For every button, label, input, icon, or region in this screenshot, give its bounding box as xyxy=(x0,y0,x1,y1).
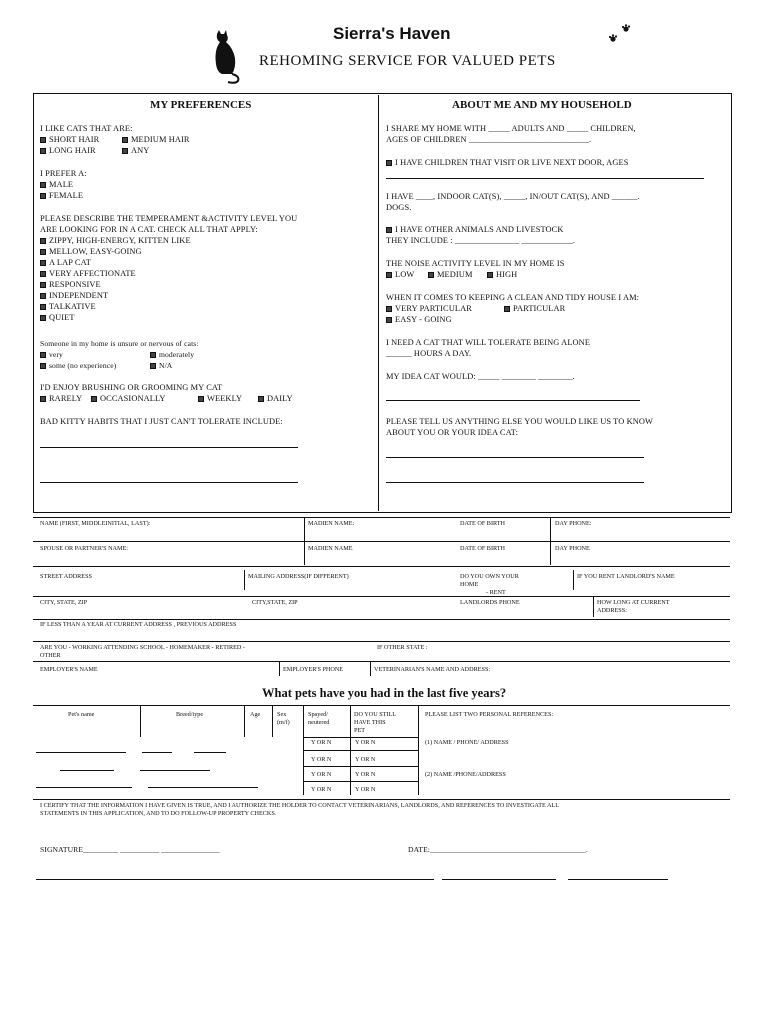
employer-label: EMPLOYER'S NAME xyxy=(40,666,98,673)
landlord-name-label: IF YOU RENT LANDLORD'S NAME xyxy=(577,573,675,580)
age-header: Age xyxy=(250,711,261,718)
tidy-question: WHEN IT COMES TO KEEPING A CLEAN AND TIDY HOUSE I AM: xyxy=(386,293,640,302)
other-animals-field[interactable]: THEY INCLUDE : _______________ ____________. xyxy=(386,236,576,245)
nervous-some-option[interactable]: some (no experience) xyxy=(40,360,116,371)
male-option[interactable]: MALE xyxy=(40,179,73,190)
nervous-na-option[interactable]: N/A xyxy=(150,360,172,371)
how-long-label: HOW LONG AT CURRENT xyxy=(597,599,670,606)
grid-line xyxy=(33,517,730,518)
medium-hair-option[interactable]: MEDIUM HAIR xyxy=(122,134,190,145)
tell-us-question: PLEASE TELL US ANYTHING ELSE YOU WOULD LIKE US TO KNOW xyxy=(386,417,654,426)
temperament-option[interactable]: TALKATIVE xyxy=(40,301,96,312)
tell-us-question-2: ABOUT YOU OR YOUR IDEA CAT: xyxy=(386,428,519,437)
own-home-label-2: HOME xyxy=(460,581,479,588)
grid-line xyxy=(370,662,371,676)
temperament-option[interactable]: INDEPENDENT xyxy=(40,290,108,301)
maiden-name-label: MADIEN NAME: xyxy=(308,520,355,527)
temperament-option[interactable]: MELLOW, EASY-GOING xyxy=(40,246,142,257)
temperament-option[interactable]: A LAP CAT xyxy=(40,257,91,268)
grid-line xyxy=(593,597,594,617)
nervous-moderately-option[interactable]: moderately xyxy=(150,349,194,360)
page-title: Sierra's Haven xyxy=(333,24,451,43)
dogs-label: DOGS. xyxy=(386,203,412,212)
grid-line xyxy=(33,566,730,567)
certify-text-2: STATEMENTS IN THIS APPLICATION, AND TO DO FOLLOW-UP PROPERTY CHECKS. xyxy=(40,810,277,817)
pet-entry-line[interactable] xyxy=(140,770,210,771)
still-have-header: DO YOU STILL xyxy=(354,711,397,718)
share-home-question[interactable]: I SHARE MY HOME WITH _____ ADULTS AND _____ CHILDREN, xyxy=(386,124,636,133)
own-home-label: DO YOU OWN YOUR xyxy=(460,573,519,580)
temperament-option[interactable]: ZIPPY, HIGH-ENERGY, KITTEN LIKE xyxy=(40,235,191,246)
noise-high-option[interactable]: HIGH xyxy=(487,269,517,280)
spouse-dob-label: DATE OF BIRTH xyxy=(460,545,506,552)
grid-line xyxy=(303,737,418,738)
temperament-option[interactable]: RESPONSIVE xyxy=(40,279,101,290)
page-subtitle: REHOMING SERVICE FOR VALUED PETS xyxy=(259,53,556,69)
bottom-line xyxy=(568,879,668,880)
still-have-yorn[interactable]: Y OR N xyxy=(355,771,376,778)
grid-line xyxy=(303,766,418,767)
spouse-label: SPOUSE OR PARTNER'S NAME: xyxy=(40,545,129,552)
noise-low-option[interactable]: LOW xyxy=(386,269,414,280)
daily-option[interactable]: DAILY xyxy=(258,393,293,404)
temperament-option[interactable]: QUIET xyxy=(40,312,75,323)
grid-line xyxy=(33,541,730,542)
grid-line xyxy=(279,662,280,676)
grid-line xyxy=(140,705,141,737)
how-long-label-2: ADDRESS: xyxy=(597,607,627,614)
occasionally-option[interactable]: OCCASIONALLY xyxy=(91,393,166,404)
city-mailing-label: CITY,STATE, ZIP xyxy=(252,599,298,606)
grid-line xyxy=(244,705,245,737)
pet-entry-line[interactable] xyxy=(142,752,172,753)
particular-option[interactable]: PARTICULAR xyxy=(504,303,565,314)
any-hair-option[interactable]: ANY xyxy=(122,145,149,156)
rent-option[interactable]: - RENT xyxy=(486,589,506,596)
breed-header: Breed/type xyxy=(176,711,204,718)
grid-line xyxy=(33,661,730,662)
visiting-children-option[interactable]: I HAVE CHILDREN THAT VISIT OR LIVE NEXT DOOR, AGES xyxy=(386,157,628,168)
still-have-header-3: PET xyxy=(354,727,366,734)
grid-line xyxy=(33,641,730,642)
grid-line xyxy=(573,570,574,590)
grid-line xyxy=(303,750,418,751)
vet-label: VETERINARIAN'S NAME AND ADDRESS: xyxy=(374,666,491,673)
brushing-question: I'D ENJOY BRUSHING OR GROOMING MY CAT xyxy=(40,383,223,392)
column-divider xyxy=(378,95,379,511)
still-have-header-2: HAVE THIS xyxy=(354,719,386,726)
still-have-yorn[interactable]: Y OR N xyxy=(355,786,376,793)
grid-line xyxy=(33,705,730,706)
spouse-maiden-label: MADIEN NAME xyxy=(308,545,353,552)
pet-entry-line[interactable] xyxy=(36,787,132,788)
status-other[interactable]: OTHER xyxy=(40,652,61,659)
very-particular-option[interactable]: VERY PARTICULAR xyxy=(386,303,472,314)
weekly-option[interactable]: WEEKLY xyxy=(198,393,242,404)
reference-2-label: (2) NAME /PHONE/ADDRESS xyxy=(425,771,506,778)
grid-line xyxy=(244,570,245,590)
noise-medium-option[interactable]: MEDIUM xyxy=(428,269,473,280)
grid-line xyxy=(303,781,418,782)
rarely-option[interactable]: RARELY xyxy=(40,393,82,404)
if-other-label: IF OTHER STATE : xyxy=(377,644,428,651)
employer-phone-label: EMPLOYER'S PHONE xyxy=(283,666,344,673)
pets-heading: What pets have you had in the last five years? xyxy=(262,686,507,700)
temperament-question: PLEASE DESCRIBE THE TEMPERAMENT &ACTIVITY LEVEL YOU xyxy=(40,214,298,223)
noise-question: THE NOISE ACTIVITY LEVEL IN MY HOME IS xyxy=(386,259,565,268)
preferences-heading: MY PREFERENCES xyxy=(150,99,252,111)
paw-prints-icon xyxy=(604,24,634,46)
grid-line xyxy=(33,596,730,597)
prefer-question: I PREFER A: xyxy=(40,169,87,178)
reference-1-label: (1) NAME / PHONE/ ADDRESS xyxy=(425,739,509,746)
grid-line xyxy=(33,799,730,800)
landlord-phone-label: LANDLORDS PHONE xyxy=(460,599,520,606)
bad-habits-line[interactable] xyxy=(40,482,298,483)
date-field[interactable]: DATE:________________________________________. xyxy=(408,845,588,854)
temperament-option[interactable]: VERY AFFECTIONATE xyxy=(40,268,136,279)
spouse-phone-label: DAY PHONE xyxy=(555,545,590,552)
spayed-header: Spayed/ xyxy=(308,711,328,718)
references-header: PLEASE LIST TWO PERSONAL REFERENCES: xyxy=(425,711,554,718)
pet-entry-line[interactable] xyxy=(194,752,226,753)
spayed-yorn[interactable]: Y OR N xyxy=(311,739,332,746)
previous-address-label: IF LESS THAN A YEAR AT CURRENT ADDRESS , PREVIOUS ADDRESS xyxy=(40,621,237,628)
alone-question: I NEED A CAT THAT WILL TOLERATE BEING ALONE xyxy=(386,338,591,347)
other-animals-option[interactable]: I HAVE OTHER ANIMALS AND LIVESTOCK xyxy=(386,224,564,235)
pet-entry-line[interactable] xyxy=(60,770,114,771)
sex-header: Sex xyxy=(277,711,287,718)
spayed-yorn[interactable]: Y OR N xyxy=(311,771,332,778)
pet-entry-line[interactable] xyxy=(148,787,258,788)
pet-entry-line[interactable] xyxy=(36,752,126,753)
day-phone-label: DAY PHONE: xyxy=(555,520,592,527)
children-ages-field[interactable]: AGES OF CHILDREN ____________________________. xyxy=(386,135,592,144)
household-heading: ABOUT ME AND MY HOUSEHOLD xyxy=(452,99,632,111)
certify-text: I CERTIFY THAT THE INFORMATION I HAVE GIVEN IS TRUE, AND I AUTHORIZE THE HOLDER TO CONTACT VETERINARIANS, LANDLORDS, AND REFERENCES TO INVESTIGATE ALL xyxy=(40,802,559,809)
dob-label: DATE OF BIRTH xyxy=(460,520,506,527)
status-options[interactable]: ARE YOU - WORKING ATTENDING SCHOOL - HOMEMAKER - RETIRED - xyxy=(40,644,245,651)
alone-hours-field[interactable]: ______ HOURS A DAY. xyxy=(386,349,472,358)
sex-header-2: (m/f) xyxy=(277,719,290,726)
name-label: NAME (FIRST, MIDDLEINITIAL, LAST): xyxy=(40,520,151,527)
grid-line xyxy=(272,705,273,737)
bad-habits-line[interactable] xyxy=(40,447,298,448)
female-option[interactable]: FEMALE xyxy=(40,190,83,201)
signature-field[interactable]: SIGNATURE_________ __________ _______________ xyxy=(40,845,220,854)
city-label: CITY, STATE, ZIP xyxy=(40,599,88,606)
pet-name-header: Pet's name xyxy=(68,711,95,718)
spayed-yorn[interactable]: Y OR N xyxy=(311,786,332,793)
grid-line xyxy=(33,619,730,620)
bad-habits-question: BAD KITTY HABITS THAT I JUST CAN'T TOLERATE INCLUDE: xyxy=(40,417,283,426)
spayed-yorn[interactable]: Y OR N xyxy=(311,756,332,763)
ideal-cat-field[interactable]: MY IDEA CAT WOULD: _____ ________ ________. xyxy=(386,372,575,381)
grid-line xyxy=(418,705,419,795)
easy-going-option[interactable]: EASY - GOING xyxy=(386,314,452,325)
nervous-very-option[interactable]: very xyxy=(40,349,63,360)
tell-us-line[interactable] xyxy=(386,457,644,458)
street-label: STREET ADDRESS xyxy=(40,573,92,580)
bottom-line xyxy=(36,879,434,880)
nervous-question: Someone in my home is unsure or nervous of cats: xyxy=(40,339,199,348)
long-hair-option[interactable]: LONG HAIR xyxy=(40,145,96,156)
pets-count-question[interactable]: I HAVE ____, INDOOR CAT(S), _____, IN/OUT CAT(S), AND ______. xyxy=(386,192,640,201)
still-have-yorn[interactable]: Y OR N xyxy=(355,756,376,763)
visiting-children-line[interactable] xyxy=(386,178,704,179)
spayed-header-2: neutered xyxy=(308,719,330,726)
ideal-cat-line[interactable] xyxy=(386,400,640,401)
temperament-question-2: ARE LOOKING FOR IN A CAT. CHECK ALL THAT APPLY: xyxy=(40,225,258,234)
tell-us-line[interactable] xyxy=(386,482,644,483)
bottom-line xyxy=(442,879,556,880)
preferences-household-box xyxy=(33,93,732,513)
mailing-label: MAILING ADDRESS(IF DIFFERENT) xyxy=(248,573,349,580)
still-have-yorn[interactable]: Y OR N xyxy=(355,739,376,746)
cat-silhouette-icon xyxy=(208,30,246,84)
short-hair-option[interactable]: SHORT HAIR xyxy=(40,134,99,145)
hair-question: I LIKE CATS THAT ARE: xyxy=(40,124,133,133)
